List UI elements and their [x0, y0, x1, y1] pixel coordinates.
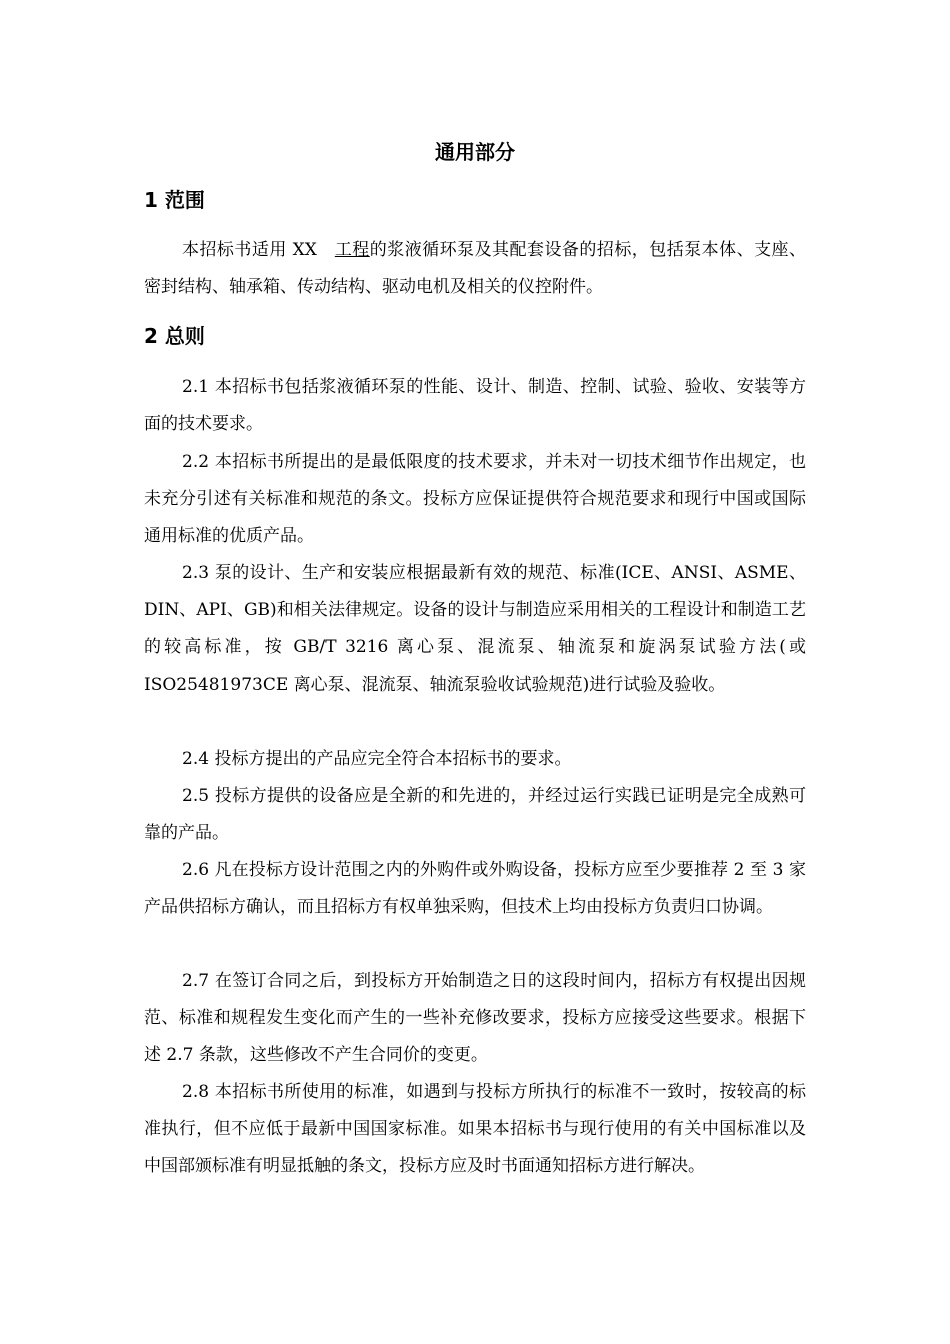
project-name-underlined: 工程: [334, 240, 370, 260]
clause-2-4: 2.4 投标方提出的产品应完全符合本招标书的要求。: [182, 749, 572, 769]
clause-2-3: 2.3 泵的设计、生产和安装应根据最新有效的规范、标准(ICE、ANSI、ASME、DIN、API、GB)和相关法律规定。设备的设计与制造应采用相关的工程设计和制造工艺的较高标准，按 GB/T 3216 离心泵、混流泵、轴流泵和旋涡泵试验方法(或 ISO25481973CE 离心泵、混流泵、轴流泵验收试验规范)进行试验及验收。: [144, 563, 806, 695]
scope-paragraph-suffix: 的浆液循环泵及其配套设备的招标，包括泵本体、支座、密封结构、轴承箱、传动结构、驱动电机及相关的仪控附件。: [144, 240, 807, 298]
document-title: 通用部分: [435, 140, 515, 164]
section-heading-general: 2 总则: [144, 324, 205, 348]
clause-2-2: 2.2 本招标书所提出的是最低限度的技术要求，并未对一切技术细节作出规定，也未充分引述有关标准和规范的条文。投标方应保证提供符合规范要求和现行中国或国际通用标准的优质产品。: [144, 452, 806, 547]
section-heading-scope: 1 范围: [144, 188, 205, 212]
clause-2-7: 2.7 在签订合同之后，到投标方开始制造之日的这段时间内，招标方有权提出因规范、标准和规程发生变化而产生的一些补充修改要求，投标方应接受这些要求。根据下述 2.7 条款，这些修改不产生合同价的变更。: [144, 971, 806, 1066]
scope-paragraph: [144, 232, 806, 306]
clause-2-1: 2.1 本招标书包括浆液循环泵的性能、设计、制造、控制、试验、验收、安装等方面的技术要求。: [144, 377, 806, 435]
clause-2-6: 2.6 凡在投标方设计范围之内的外购件或外购设备，投标方应至少要推荐 2 至 3 家产品供招标方确认，而且招标方有权单独采购，但技术上均由投标方负责归口协调。: [144, 860, 806, 918]
clause-2-5: 2.5 投标方提供的设备应是全新的和先进的，并经过运行实践已证明是完全成熟可靠的产品。: [144, 786, 806, 844]
scope-paragraph-prefix: 本招标书适用 XX: [182, 240, 335, 260]
clause-2-8: 2.8 本招标书所使用的标准，如遇到与投标方所执行的标准不一致时，按较高的标准执行，但不应低于最新中国国家标准。如果本招标书与现行使用的有关中国标准以及中国部颁标准有明显抵触的条文，投标方应及时书面通知招标方进行解决。: [144, 1082, 806, 1177]
